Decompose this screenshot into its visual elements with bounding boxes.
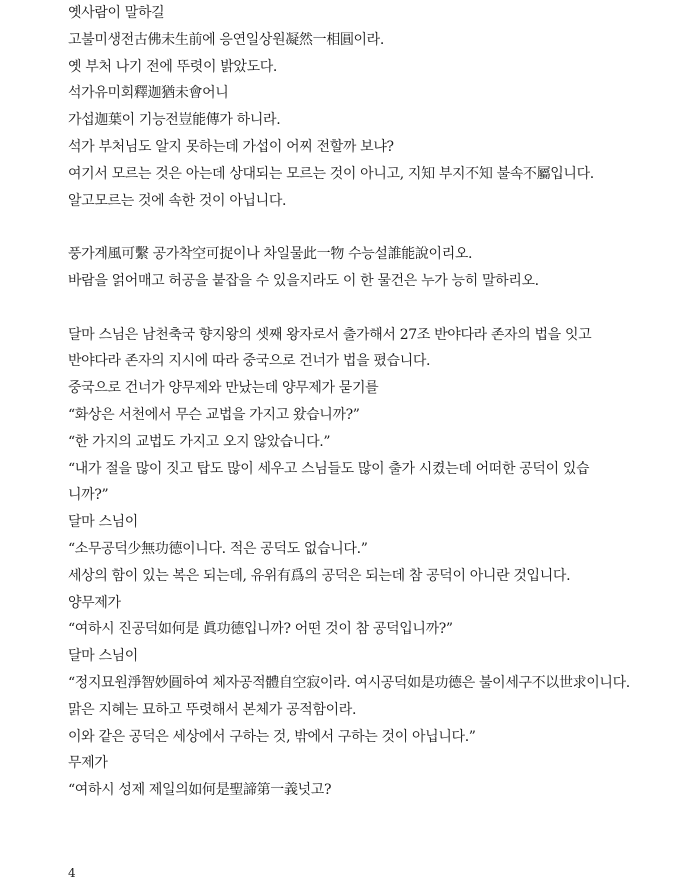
text-line-10: 풍가계風可繫 공가착空可捉이나 차일물此一物 수능설誰能說이리오. [68,246,473,263]
text-line-27: 맑은 지혜는 묘하고 뚜렷해서 본체가 공적함이라. [68,701,357,718]
text-line-15: 중국으로 건너가 양무제와 만났는데 양무제가 묻기를 [68,380,379,397]
text-line-29: 무제가 [68,755,108,772]
text-line-17: “한 가지의 교법도 가지고 오지 않았습니다.” [68,433,331,450]
text-line-21: “소무공덕少無功德이니다. 적은 공덕도 없습니다.” [68,540,368,557]
text-line-16: “화상은 서천에서 무슨 교법을 가지고 왔습니까?” [68,406,360,423]
text-line-1: 옛사람이 말하길 [68,5,165,21]
text-line-5: 가섭迦葉이 기능전豈能傳가 하니라. [68,112,281,129]
text-line-3: 옛 부처 나기 전에 뚜렷이 밝았도다. [68,58,278,75]
text-line-7: 여기서 모르는 것은 아는데 상대되는 모르는 것이 아니고, 지知 부지不知 불속不屬입니다. [68,165,594,182]
paragraph-gap [68,295,688,322]
page-number: 4 [68,866,76,880]
text-line-8: 알고모르는 것에 속한 것이 아닙니다. [68,192,287,209]
text-line-11: 바람을 얽어매고 허공을 붙잡을 수 있을지라도 이 한 물건은 누가 능히 말하리오. [68,272,539,289]
text-line-25: 달마 스님이 [68,648,138,665]
text-line-23: 양무제가 [68,594,121,611]
document-body [68,0,688,804]
text-line-13: 달마 스님은 남천축국 향지왕의 셋째 왕자로서 출가해서 27조 반야다라 존자의 법을 잇고 [68,326,592,343]
text-line-6: 석가 부처님도 알지 못하는데 가섭이 어찌 전할까 보냐? [68,138,394,155]
text-line-2: 고불미생전古佛未生前에 응연일상원凝然一相圓이라. [68,31,384,48]
text-line-28: 이와 같은 공덕은 세상에서 구하는 것, 밖에서 구하는 것이 아닙니다.” [68,728,476,745]
text-line-18: “내가 절을 많이 짓고 탑도 많이 세우고 스님들도 많이 출가 시켰는데 어떠한 공덕이 있습 [68,460,590,477]
paragraph-gap [68,214,688,241]
text-line-19: 니까?” [68,487,109,504]
text-line-24: “여하시 진공덕如何是 眞功德입니까? 어떤 것이 참 공덕입니까?” [68,621,453,638]
text-line-4: 석가유미회釋迦猶未會어니 [68,85,229,102]
text-line-14: 반야다라 존자의 지시에 따라 중국으로 건너가 법을 폈습니다. [68,353,431,370]
text-line-22: 세상의 함이 있는 복은 되는데, 유위有爲의 공덕은 되는데 참 공덕이 아니란 것입니다. [68,567,571,584]
text-line-26: “정지묘원淨智妙圓하여 체자공적體自空寂이라. 여시공덕如是功德은 불이세구不以世求이니다. [68,674,630,691]
text-line-20: 달마 스님이 [68,514,138,531]
text-line-30: “여하시 성제 제일의如何是聖諦第一義넛고? [68,782,332,799]
